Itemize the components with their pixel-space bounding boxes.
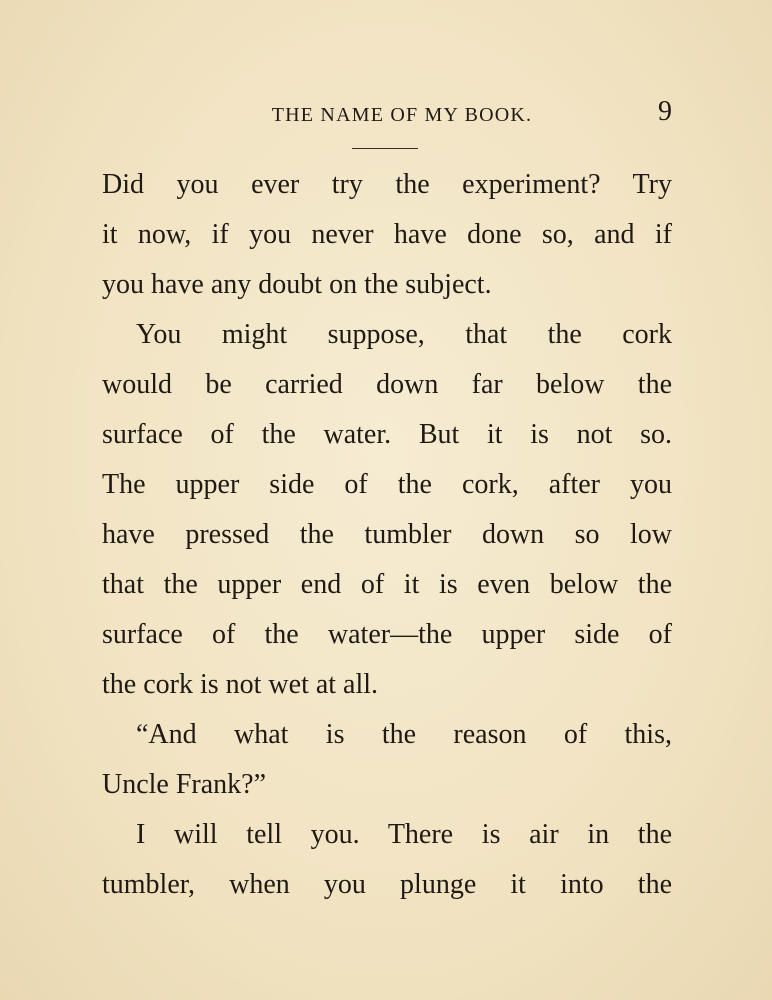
text-line: the cork is not wet at all. xyxy=(102,669,379,700)
text-line: Did you ever try the experiment? Try xyxy=(102,169,672,200)
running-head xyxy=(102,96,672,132)
page-number: 9 xyxy=(658,96,672,127)
header-rule xyxy=(352,148,418,149)
text-line: I will tell you. There is air in the xyxy=(136,819,672,850)
text-line: The upper side of the cork, after you xyxy=(102,469,672,500)
text-line: it now, if you never have done so, and if xyxy=(102,219,672,250)
text-line: would be carried down far below the xyxy=(102,369,672,400)
text-line: surface of the water. But it is not so. xyxy=(102,419,672,450)
text-line: have pressed the tumbler down so low xyxy=(102,519,672,550)
body-text xyxy=(102,160,672,910)
text-line: that the upper end of it is even below the xyxy=(102,569,672,600)
text-line: tumbler, when you plunge it into the xyxy=(102,869,672,900)
running-title: THE NAME OF MY BOOK. xyxy=(271,104,533,126)
text-line: you have any doubt on the subject. xyxy=(102,269,492,300)
text-line: “And what is the reason of this, xyxy=(136,719,672,750)
text-line: You might suppose, that the cork xyxy=(136,319,672,350)
text-line: Uncle Frank?” xyxy=(102,769,267,800)
text-line: surface of the water—the upper side of xyxy=(102,619,672,650)
